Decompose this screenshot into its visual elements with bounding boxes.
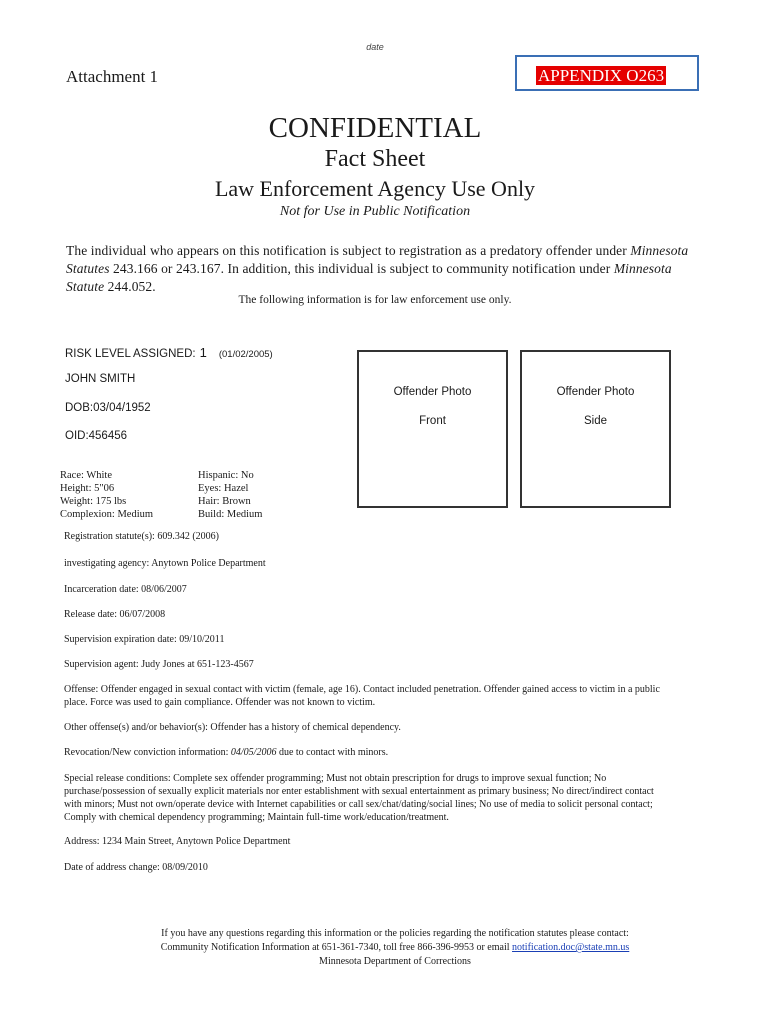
footer-email-link[interactable]: notification.doc@state.mn.us — [512, 942, 630, 953]
address: Address: 1234 Main Street, Anytown Police Department — [64, 836, 291, 847]
appendix-box — [515, 55, 699, 91]
hispanic: Hispanic: No — [198, 470, 254, 481]
supervision-expiration: Supervision expiration date: 09/10/2011 — [64, 634, 225, 645]
release-date: Release date: 06/07/2008 — [64, 609, 166, 620]
supervision-agent: Supervision agent: Judy Jones at 651-123-4567 — [64, 659, 254, 670]
footer-line-1: If you have any questions regarding this information or the policies regarding the notification statutes please contact: — [161, 928, 629, 939]
law-enforcement-only-note: The following information is for law enforcement use only. — [238, 294, 512, 306]
build: Build: Medium — [198, 509, 263, 520]
complexion: Complexion: Medium — [60, 509, 154, 520]
risk-level — [65, 345, 273, 360]
intro-text-3: 244.052. — [104, 279, 156, 294]
description-right — [198, 469, 328, 521]
appendix-label: APPENDIX O263 — [538, 66, 665, 85]
revocation-info — [64, 747, 388, 758]
risk-level-date: (01/02/2005) — [218, 349, 273, 360]
registration-statute: Registration statute(s): 609.342 (2006) — [64, 531, 219, 542]
address-change-date: Date of address change: 08/09/2010 — [64, 862, 208, 873]
revocation-reason: due to contact with minors. — [276, 747, 389, 758]
footer-contact — [0, 927, 770, 969]
photo-side-title: Offender Photo — [556, 386, 635, 398]
description-left — [60, 469, 190, 521]
risk-level-label: RISK LEVEL ASSIGNED: — [65, 348, 196, 360]
revocation-date: 04/05/2006 — [230, 747, 277, 758]
date-label: date — [366, 42, 384, 52]
confidential-heading: CONFIDENTIAL — [268, 112, 482, 144]
offense-description: Offense: Offender engaged in sexual contact with victim (female, age 16). Contact included penetration. Offender gained access to victim in a public place. Force was used to gain compliance. Offender was not known to victim. — [64, 684, 660, 708]
eyes: Eyes: Hazel — [198, 483, 249, 494]
intro-text-2: 243.166 or 243.167. In addition, this individual is subject to community notification under — [109, 261, 614, 276]
attachment-label: Attachment 1 — [66, 67, 159, 86]
footer-phone-text: Community Notification Information at 651-361-7340, toll free 866-396-9953 or email — [160, 942, 513, 953]
special-conditions: Special release conditions: Complete sex offender programming; Must not obtain prescription for drugs to improve sexual function; No purchase/possession of sexually explicit materials nor enter establishment with sexual entertainment as primary business; No direct/indirect contact with minors; Must not own/operate device with Internet capabilities or call sex/chat/dating/social lines; No use of media to solicit personal contact; Comply with chemical dependency programming; Maintain full-time work/education/treatment. — [64, 773, 654, 823]
offender-name: JOHN SMITH — [65, 373, 136, 385]
other-offenses: Other offense(s) and/or behavior(s): Offender has a history of chemical dependency. — [64, 722, 401, 733]
fact-sheet-heading: Fact Sheet — [324, 146, 426, 172]
hair: Hair: Brown — [198, 496, 251, 507]
intro-statute-1: Minnesota Statutes — [66, 243, 689, 276]
weight: Weight: 175 lbs — [60, 496, 127, 507]
race: Race: White — [60, 470, 112, 481]
photo-front-label: Front — [419, 415, 446, 427]
intro-paragraph — [66, 242, 706, 296]
offender-oid: OID:456456 — [65, 430, 128, 442]
footer-line-3: Minnesota Department of Corrections — [319, 956, 471, 967]
investigating-agency: investigating agency: Anytown Police Department — [64, 558, 266, 569]
height: Height: 5"06 — [60, 483, 115, 494]
offender-dob: DOB:03/04/1952 — [65, 402, 151, 414]
photo-side-box — [520, 350, 671, 508]
footer-line-2 — [0, 941, 770, 955]
intro-text-1: The individual who appears on this notification is subject to registration as a predatory offender under — [66, 243, 631, 258]
photo-front-title: Offender Photo — [393, 386, 472, 398]
incarceration-date: Incarceration date: 08/06/2007 — [64, 584, 187, 595]
revocation-label: Revocation/New conviction information: — [64, 747, 231, 758]
not-for-public-note: Not for Use in Public Notification — [279, 204, 471, 219]
photo-front-box — [357, 350, 508, 508]
intro-statute-2: Minnesota Statute — [66, 261, 672, 294]
photo-side-label: Side — [583, 415, 608, 427]
agency-use-heading: Law Enforcement Agency Use Only — [214, 176, 536, 201]
risk-level-value: 1 — [199, 345, 207, 360]
